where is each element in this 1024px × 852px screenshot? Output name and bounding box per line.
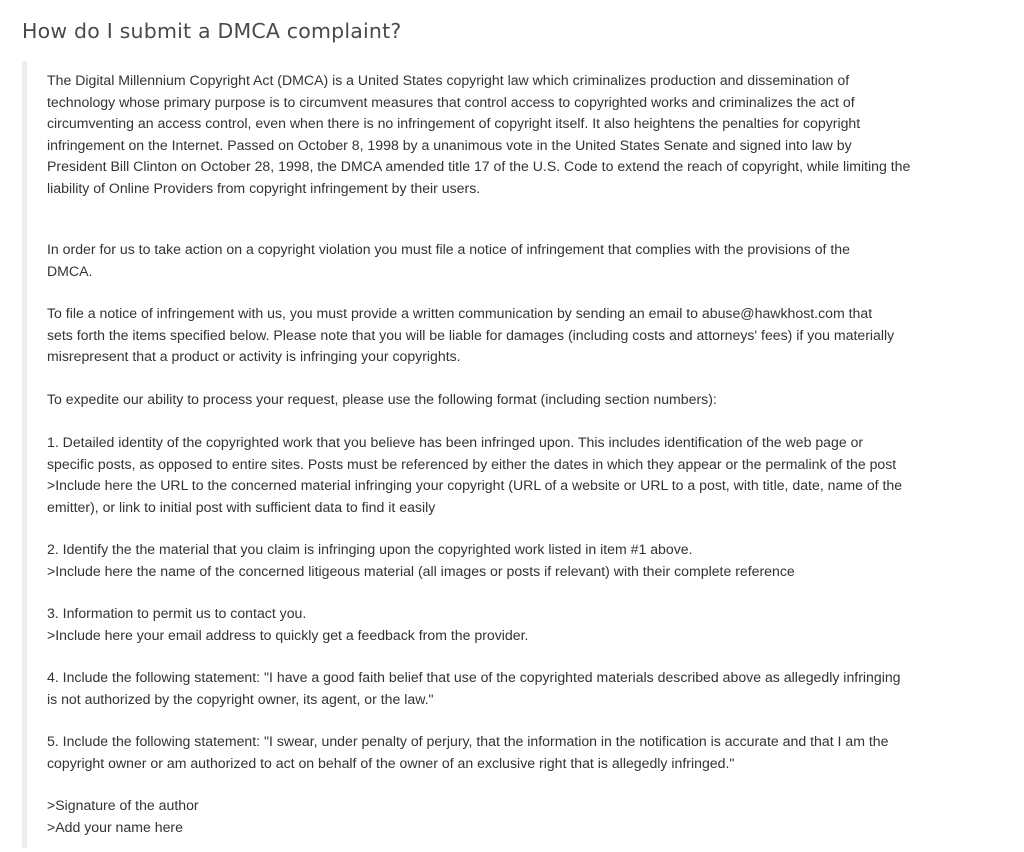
text-line: circumventing an access control, even when there is no infringement of copyright itself. It also heightens the penalties for copyright: [47, 115, 861, 131]
text-line: 4. Include the following statement: "I have a good faith belief that use of the copyrighted materials described above as allegedly infringing: [47, 669, 901, 685]
text-line: DMCA.: [47, 262, 93, 279]
text-line: technology whose primary purpose is to circumvent measures that control access to copyrighted works and criminalizes the act of: [47, 93, 855, 110]
list-item-4: [47, 667, 987, 710]
text-line: >Include here the URL to the concerned material infringing your copyright (URL of a website or URL to a post, with title, date, name of the: [47, 477, 903, 493]
paragraph-dmca-intro: [47, 70, 987, 199]
text-line: sets forth the items specified below. Please note that you will be liable for damages (including costs and attorneys' fees) if you materially: [47, 326, 895, 343]
text-line: >Add your name here: [47, 818, 183, 835]
text-line: 3. Information to permit us to contact you.: [47, 605, 307, 621]
text-line: 5. Include the following statement: "I swear, under penalty of perjury, that the information in the notification is accurate and that I am the: [47, 733, 889, 749]
list-item-5: [47, 731, 987, 774]
paragraph-notice-requirement: [47, 239, 987, 282]
text-line: liability of Online Providers from copyright infringement by their users.: [47, 179, 481, 196]
text-line: >Include here your email address to quickly get a feedback from the provider.: [47, 626, 529, 643]
text-line: In order for us to take action on a copyright violation you must file a notice of infringement that complies with the provisions of the: [47, 241, 850, 257]
text-line: misrepresent that a product or activity is infringing your copyrights.: [47, 348, 461, 364]
text-line: President Bill Clinton on October 28, 1998, the DMCA amended title 17 of the U.S. Code to extend the reach of copyright, while limiting the: [47, 158, 911, 174]
text-line: emitter), or link to initial post with sufficient data to find it easily: [47, 498, 436, 515]
paragraph-filing-instructions: [47, 303, 987, 368]
list-item-1: [47, 432, 987, 518]
list-item-3: [47, 603, 987, 646]
text-line: copyright owner or am authorized to act on behalf of the owner of an exclusive right that is allegedly infringed.": [47, 754, 735, 771]
text-line: >Signature of the author: [47, 797, 199, 813]
text-line: infringement on the Internet. Passed on October 8, 1998 by a unanimous vote in the United States Senate and signed into law by: [47, 136, 852, 153]
text-line: To expedite our ability to process your request, please use the following format (including section numbers):: [47, 391, 717, 407]
text-line: specific posts, as opposed to entire sites. Posts must be referenced by either the dates in which they appear or the permalink of the post: [47, 455, 897, 472]
text-line: is not authorized by the copyright owner, its agent, or the law.": [47, 690, 434, 707]
paragraph-format-intro: [47, 389, 987, 411]
list-item-2: [47, 539, 987, 582]
text-line: The Digital Millennium Copyright Act (DMCA) is a United States copyright law which criminalizes production and dissemination of: [47, 72, 850, 88]
signature-block: [47, 795, 987, 838]
text-line: 2. Identify the the material that you claim is infringing upon the copyrighted work listed in item #1 above.: [47, 541, 693, 557]
text-line: 1. Detailed identity of the copyrighted work that you believe has been infringed upon. This includes identification of the web page or: [47, 434, 864, 450]
article-body-blockquote: [22, 61, 984, 848]
text-line: To file a notice of infringement with us, you must provide a written communication by sending an email to abuse@hawkhost.com that: [47, 305, 873, 321]
text-line: >Include here the name of the concerned litigeous material (all images or posts if relevant) with their complete reference: [47, 562, 795, 579]
article-title: How do I submit a DMCA complaint?: [22, 19, 402, 43]
